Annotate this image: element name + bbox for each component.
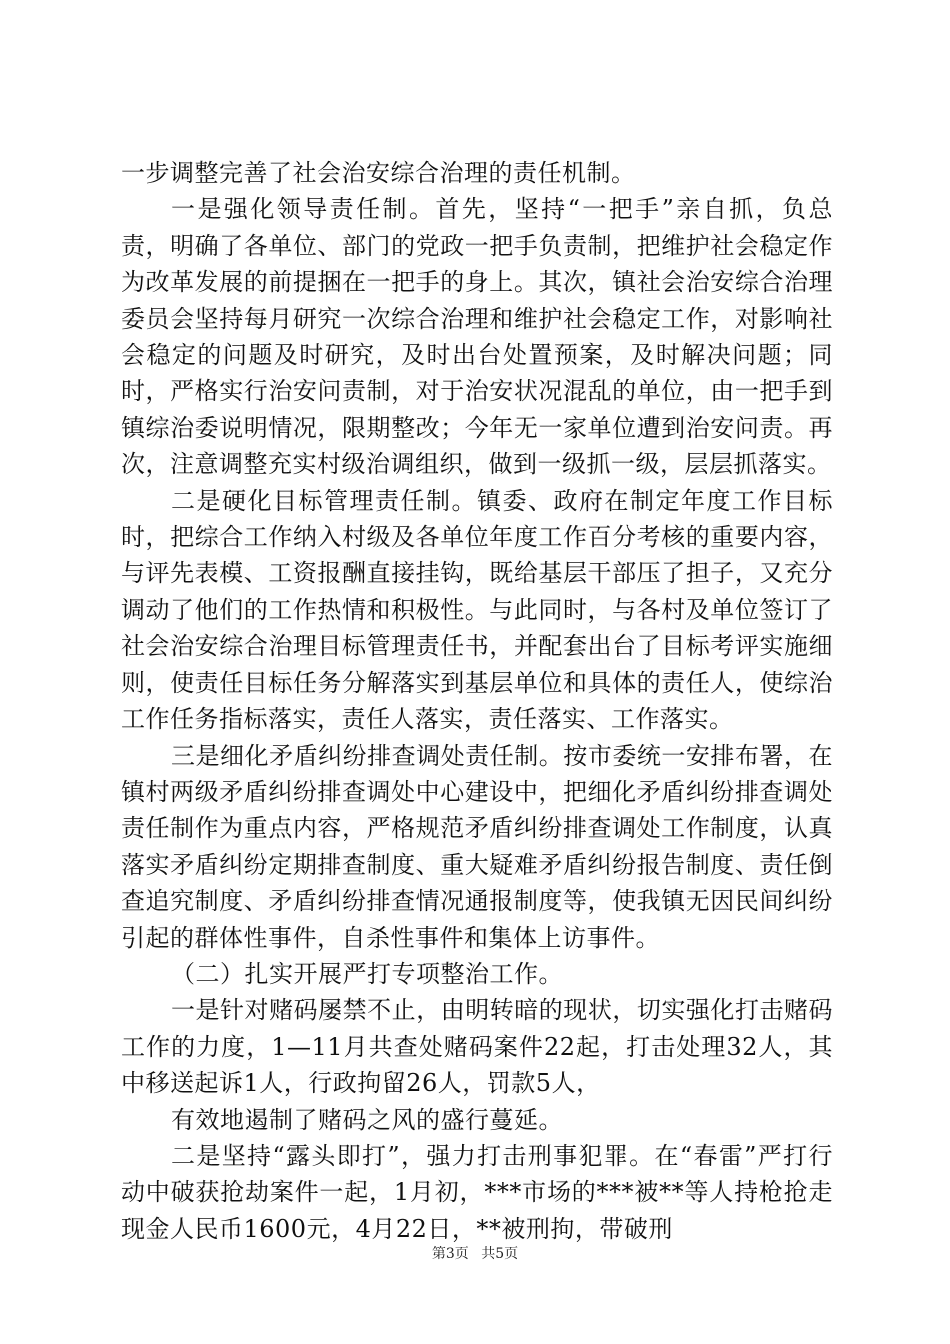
paragraph-continuation: 一步调整完善了社会治安综合治理的责任机制。 — [121, 159, 636, 187]
paragraph-criminal-crackdown: 二是坚持“露头即打”，强力打击刑事犯罪。在“春雷”严打行动中破获抢劫案件一起，1月初，***市场的***被**等人持枪抢走现金人民币1600元，4月22日，**被刑拘，带破刑 — [121, 1141, 833, 1243]
paragraph-gambling-result: 有效地遏制了赌码之风的盛行蔓延。 — [171, 1105, 563, 1134]
paragraph-leadership-responsibility: 一是强化领导责任制。首先，坚持“一把手”亲自抓，负总责，明确了各单位、部门的党政一把手负责制，把维护社会稳定作为改革发展的前提捆在一把手的身上。其次，镇社会治安综合治理委员会坚持每月研究一次综合治理和维护社会稳定工作，对影响社会稳定的问题及时研究，及时出台处置预案，及时解决问题；同时，严格实行治安问责制，对于治安状况混乱的单位，由一把手到镇综治委说明情况，限期整改；今年无一家单位遭到治安问责。再次，注意调整充实村级治调组织，做到一级抓一级，层层抓落实。 — [121, 195, 833, 479]
page-total: 共5页 — [481, 1246, 519, 1262]
page-footer — [0, 1243, 950, 1263]
paragraph-gambling-crackdown: 一是针对赌码屡禁不止，由明转暗的现状，切实强化打击赌码工作的力度，1—11月共查处赌码案件22起，打击处理32人，其中移送起诉1人，行政拘留26人，罚款5人， — [121, 996, 833, 1098]
paragraph-target-management: 二是硬化目标管理责任制。镇委、政府在制定年度工作目标时，把综合工作纳入村级及各单位年度工作百分考核的重要内容，与评先表模、工资报酬直接挂钩，既给基层干部压了担子，又充分调动了他们的工作热情和积极性。与此同时，与各村及单位签订了社会治安综合治理目标管理责任书，并配套出台了目标考评实施细则，使责任目标任务分解落实到基层单位和具体的责任人，使综治工作任务指标落实，责任人落实，责任落实、工作落实。 — [121, 486, 833, 734]
page-number: 第3页 — [431, 1246, 469, 1262]
section-heading-strike-hard: （二）扎实开展严打专项整治工作。 — [171, 959, 563, 988]
paragraph-dispute-mediation: 三是细化矛盾纠纷排查调处责任制。按市委统一安排布署，在镇村两级矛盾纠纷排查调处中心建设中，把细化矛盾纠纷排查调处责任制作为重点内容，严格规范矛盾纠纷排查调处工作制度，认真落实矛盾纠纷定期排查制度、重大疑难矛盾纠纷报告制度、责任倒查追究制度、矛盾纠纷排查情况通报制度等，使我镇无因民间纠纷引起的群体性事件，自杀性事件和集体上访事件。 — [121, 741, 833, 952]
document-body — [121, 155, 833, 1247]
